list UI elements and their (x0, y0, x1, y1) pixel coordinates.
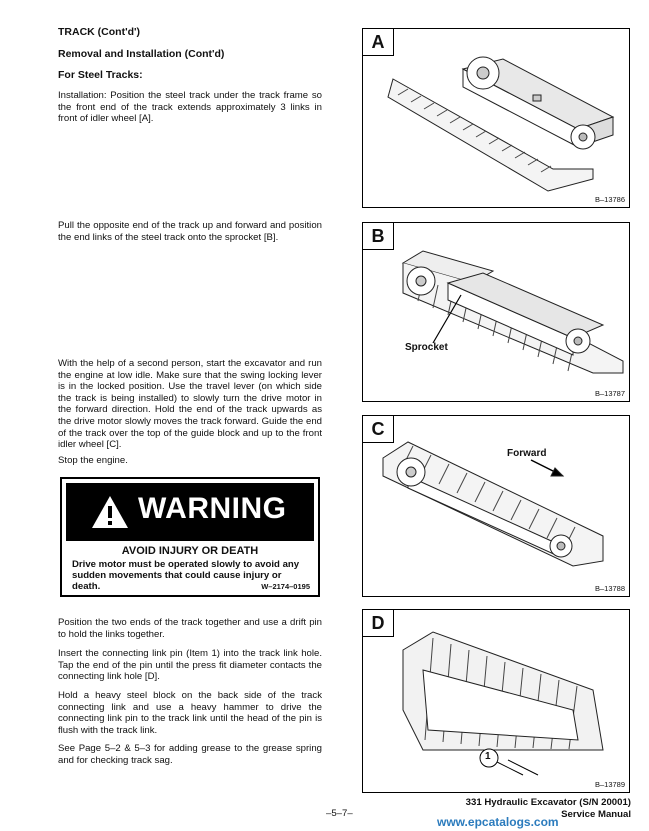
warning-code: W–2174–0195 (261, 582, 310, 591)
figure-d (362, 609, 630, 793)
figure-c (362, 415, 630, 597)
figure-code-d: B–13789 (594, 780, 625, 789)
track-frame-illustration-a (363, 29, 631, 209)
warning-subtitle: AVOID INJURY OR DEATH (121, 545, 259, 557)
figure-letter-d: D (363, 610, 394, 637)
paragraph-position: Position the two ends of the track together and use a drift pin to hold the links together. (58, 617, 322, 640)
sprocket-label: Sprocket (405, 342, 448, 353)
paragraph-pull: Pull the opposite end of the track up and forward and position the end links of the steel track onto the sprocket [B]. (58, 220, 322, 243)
page-number: –5–7– (326, 808, 353, 819)
paragraph-installation: Installation: Position the steel track under the track frame so the front end of the track extends approximately 3 links in front of idler wheel [A]. (58, 90, 322, 125)
forward-label: Forward (507, 448, 547, 459)
warning-body: Drive motor must be operated slowly to avoid any sudden movements that could cause injury or death. (72, 559, 300, 592)
figure-code-b: B–13787 (594, 389, 625, 398)
track-frame-illustration-d (363, 610, 631, 794)
figure-a (362, 28, 630, 208)
paragraph-hold: Hold a heavy steel block on the back side of the track connecting link and use a heavy hammer to drive the connecting link pin to the track link until the head of the pin is flush with the track link. (58, 690, 322, 736)
paragraph-insert: Insert the connecting link pin (Item 1) into the track link hole. Tap the end of the pin until the press fit diameter contacts the connecting link hole [D]. (58, 648, 322, 683)
section-heading: For Steel Tracks: (58, 69, 143, 81)
figure-letter-b: B (363, 223, 394, 250)
track-frame-illustration-b (363, 223, 631, 403)
warning-triangle-icon (90, 494, 130, 530)
item-1-label: 1 (485, 751, 491, 762)
warning-banner (66, 483, 314, 541)
page-subtitle: Removal and Installation (Cont'd) (58, 48, 225, 60)
figure-b (362, 222, 630, 402)
warning-title: WARNING (138, 492, 287, 525)
figure-letter-c: C (363, 416, 394, 443)
page-title: TRACK (Cont'd') (58, 26, 140, 38)
figure-code-a: B–13786 (594, 195, 625, 204)
manual-subtitle: Service Manual (561, 809, 631, 820)
paragraph-stop: Stop the engine. (58, 455, 128, 466)
warning-box (60, 477, 320, 597)
figure-code-c: B–13788 (594, 584, 625, 593)
paragraph-see: See Page 5–2 & 5–3 for adding grease to the grease spring and for checking track sag. (58, 743, 322, 766)
manual-title: 331 Hydraulic Excavator (S/N 20001) (465, 797, 631, 808)
track-frame-illustration-c (363, 416, 631, 598)
watermark-link[interactable]: www.epcatalogs.com (437, 815, 559, 829)
figure-letter-a: A (363, 29, 394, 56)
paragraph-start: With the help of a second person, start the excavator and run the engine at low idle. Make sure that the swing locking lever is in the locked position. Use the travel lever (on which side the track is being installed) to slowly turn the drive motor in the forward direction. Hold the end of the track upwards as the drive motor slowly moves the track forward. Guide the end of the track over the top of the guide block and up to the front idler wheel [C]. (58, 358, 322, 451)
